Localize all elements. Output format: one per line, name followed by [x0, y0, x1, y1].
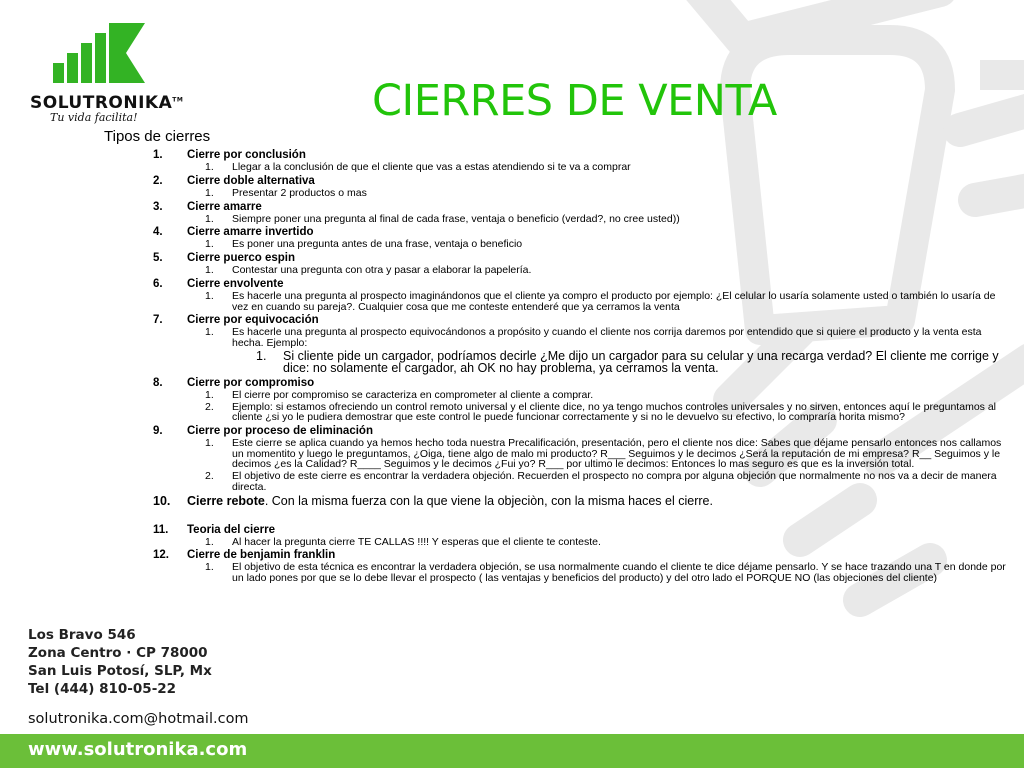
- address-line: Los Bravo 546: [28, 627, 136, 643]
- item-number: 12.: [153, 549, 169, 562]
- page-title: CIERRES DE VENTA: [372, 76, 777, 126]
- item-label: Cierre amarre invertido: [187, 226, 314, 239]
- item-label: Cierre amarre: [187, 200, 262, 213]
- item-number: 9.: [153, 424, 163, 437]
- example-number: 1.: [256, 348, 267, 363]
- list-item: [153, 549, 1013, 561]
- list-item: [153, 252, 1013, 264]
- sub-item: [205, 188, 1013, 199]
- sub-item: [205, 390, 1013, 401]
- item-text: [187, 149, 306, 161]
- slogan: Tu vida facilita!: [50, 111, 138, 124]
- sub-item: [205, 265, 1013, 276]
- sub-item-text: Es hacerle una pregunta al prospecto equivocándonos a propósito y cuando el cliente nos corrija daremos por entendido que si quiere el producto y la venta esta hecha. Ejemplo:: [232, 326, 982, 350]
- item-number: 5.: [153, 252, 163, 265]
- item-label: Cierre por conclusión: [187, 149, 306, 161]
- item-label: Teoria del cierre: [187, 523, 275, 536]
- sub-item-number: 1.: [205, 161, 214, 174]
- sub-item: [205, 537, 1013, 548]
- sub-item: [205, 471, 1013, 492]
- sub-item-number: 1.: [205, 212, 214, 225]
- item-number: 1.: [153, 149, 163, 161]
- list-item: [153, 524, 1013, 536]
- sub-item-number: 2.: [205, 400, 214, 413]
- item-text: [187, 252, 295, 264]
- sub-item-text: El objetivo de este cierre es encontrar la verdadera objeción. Recuerden el prospecto no compra por alguna objeción que normalmente no nos va a decir de manera directa.: [232, 470, 997, 493]
- address-line: Zona Centro · CP 78000: [28, 645, 208, 661]
- item-text: [187, 377, 314, 389]
- item-number: 10.: [153, 493, 171, 508]
- sub-item: [205, 214, 1013, 225]
- list-item: [153, 175, 1013, 187]
- address-line: Tel (444) 810-05-22: [28, 681, 177, 697]
- closing-types-list: [153, 147, 1013, 584]
- item-number: 3.: [153, 200, 163, 213]
- item-text: [187, 425, 373, 437]
- item-label: Cierre por proceso de eliminación: [187, 424, 373, 437]
- sub-item-number: 1.: [205, 186, 214, 199]
- item-number: 2.: [153, 174, 163, 187]
- sub-item-text: Ejemplo: si estamos ofreciendo un control remoto universal y el cliente dice, no ya tengo muchos controles universales y no sirven, entonces aquí le preguntamos al cliente ¿si yo le pudiera demostrar que este control le puede funcionar correctamente y si no le devuelvo su efectivo, lo compraría horita mismo?: [232, 400, 996, 424]
- item-label: Cierre por compromiso: [187, 376, 315, 389]
- item-label: Cierre de benjamin franklin: [187, 549, 336, 562]
- item-number: 7.: [153, 314, 163, 327]
- item-description: . Con la misma fuerza con la que viene la objeciòn, con la misma haces el cierre.: [264, 493, 713, 508]
- item-text: [187, 278, 284, 290]
- spacer: [153, 508, 1013, 522]
- sub-item-text: Es poner una pregunta antes de una frase, ventaja o beneficio: [232, 238, 523, 251]
- item-label: Cierre envolvente: [187, 277, 284, 290]
- sub-item-number: 1.: [205, 289, 214, 302]
- item-text: [187, 226, 314, 238]
- email-address: solutronika.com@hotmail.com: [28, 711, 249, 727]
- sub-item-text: Siempre poner una pregunta al final de cada frase, ventaja o beneficio (verdad?, no cree usted)): [232, 212, 680, 225]
- sub-item-text: Presentar 2 productos o mas: [232, 186, 367, 199]
- item-text: [187, 524, 275, 536]
- sub-item: [205, 327, 1013, 348]
- sub-item: [205, 402, 1013, 423]
- sub-item-text: El cierre por compromiso se caracteriza en comprometer al cliente a comprar.: [232, 388, 594, 401]
- list-item: [153, 226, 1013, 238]
- sub-item: [205, 162, 1013, 173]
- sub-item-number: 1.: [205, 388, 214, 401]
- sub-item-number: 1.: [205, 264, 214, 277]
- sub-item: [205, 438, 1013, 470]
- item-label: Cierre por equivocación: [187, 314, 319, 327]
- item-text: [187, 549, 335, 561]
- sub-item-text: Este cierre se aplica cuando ya hemos hecho toda nuestra Precalificación, presentación, pero el cliente nos dice: Sabes que déjame pensarlo entonces nos callamos un momentito y luego le preguntamos, ¿Oiga, tiene algo de malo mi producto? R___ Seguimos y le decimos ¿Será la reputación de mi empresa? R__ Seguimos y le decimos ¿es la Calidad? R____ Seguimos y le decimos ¿Fui yo? R___ por ultimo le decimos: Entonces lo mas seguro es que es la inversión total.: [232, 437, 1002, 471]
- brand-name: SOLUTRONIKA™: [30, 93, 184, 113]
- sub-item-number: 1.: [205, 535, 214, 548]
- item-label: Cierre doble alternativa: [187, 174, 315, 187]
- list-item: [153, 278, 1013, 290]
- item-text: [187, 314, 319, 326]
- sub-item-number: 1.: [205, 238, 214, 251]
- sub-item-number: 1.: [205, 561, 214, 574]
- sub-item-number: 1.: [205, 437, 214, 449]
- list-item: [153, 201, 1013, 213]
- sub-item-text: Al hacer la pregunta cierre TE CALLAS !!!! Y esperas que el cliente te conteste.: [232, 535, 601, 548]
- list-item: [153, 425, 1013, 437]
- list-item: [153, 314, 1013, 326]
- item-label: Cierre rebote: [187, 493, 265, 508]
- address-block: [28, 626, 212, 698]
- item-text: [187, 495, 713, 508]
- sub-item: [205, 239, 1013, 250]
- item-number: 4.: [153, 226, 163, 239]
- item-text: [187, 201, 262, 213]
- sub-item-number: 2.: [205, 470, 214, 483]
- sub-item-text: El objetivo de esta técnica es encontrar la verdadera objeción, se usa normalmente cuando el cliente te dice déjame pensarlo. Y se hace trazando una T en donde por un lado pones por que se lo debe llevar el prospecto ( las ventajas y beneficios del producto) y del otro lado el PORQUE NO (las objeciones del cliente): [232, 561, 1006, 585]
- address-line: San Luis Potosí, SLP, Mx: [28, 663, 212, 679]
- sub-item-text: Llegar a la conclusión de que el cliente que vas a estas atendiendo si te va a comprar: [232, 161, 631, 174]
- sub-item-number: 1.: [205, 326, 214, 339]
- sub-item: [205, 291, 1013, 312]
- item-number: 6.: [153, 277, 163, 290]
- sub-item: [205, 562, 1013, 583]
- item-number: 8.: [153, 376, 163, 389]
- sub-item-text: Es hacerle una pregunta al prospecto imaginándonos que el cliente ya compro el producto por ejemplo: ¿El celular lo usaría solamente usted o también lo usaría de vez en cuando su pareja?. Cualquier cosa que me conteste entenderé que ya cerramos la venta: [232, 289, 996, 313]
- section-heading: Tipos de cierres: [104, 128, 211, 145]
- list-item: [153, 377, 1013, 389]
- sub-item-text: Contestar una pregunta con otra y pasar a elaborar la papelería.: [232, 264, 532, 277]
- list-item: [153, 149, 1013, 161]
- item-label: Cierre puerco espin: [187, 252, 296, 265]
- item-text: [187, 175, 315, 187]
- website-url: www.solutronika.com: [28, 739, 248, 760]
- example-text: Si cliente pide un cargador, podríamos decirle ¿Me dijo un cargador para su celular y una recarga verdad? El cliente me corrige y dice: no solamente el cargador, ah OK no hay problema, ya cerramos la venta.: [283, 348, 999, 376]
- item-number: 11.: [153, 523, 169, 536]
- example-item: [256, 350, 1013, 375]
- list-item: [153, 495, 1013, 508]
